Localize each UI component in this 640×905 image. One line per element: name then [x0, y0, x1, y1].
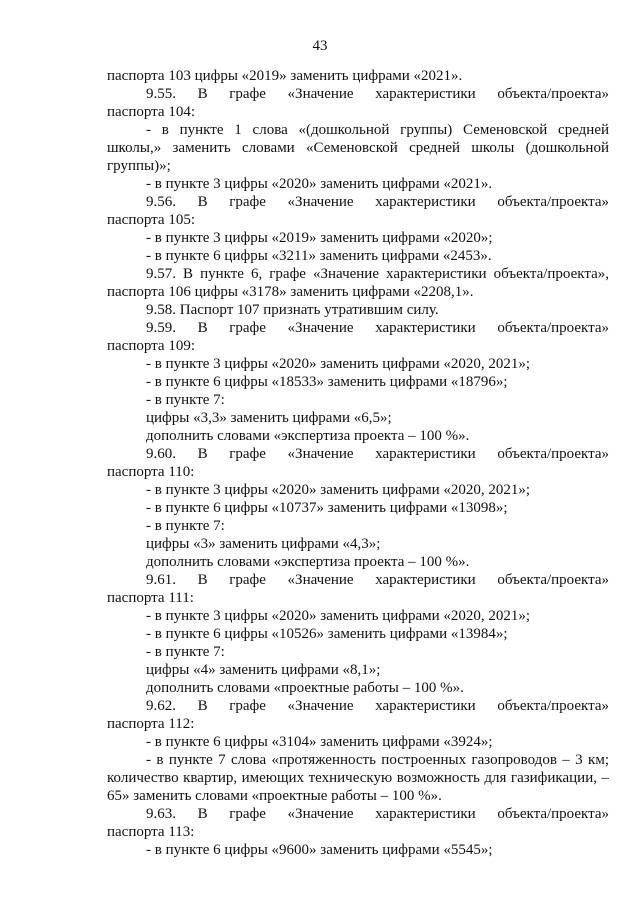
page-number: 43 — [312, 38, 328, 54]
text-line: - в пункте 6 цифры «9600» заменить цифрами «5545»; — [146, 842, 493, 858]
text-line: - в пункте 6 цифры «10526» заменить цифрами «13984»; — [146, 626, 508, 642]
text-line: 9.60. В графе «Значение характеристики объекта/проекта» — [146, 446, 609, 462]
text-line: - в пункте 3 цифры «2020» заменить цифрами «2020, 2021»; — [146, 356, 531, 372]
text-line: школы,» заменить словами «Семеновской средней школы (дошкольной — [107, 140, 609, 156]
text-line: 9.57. В пункте 6, графе «Значение характеристики объекта/проекта», — [146, 266, 609, 282]
text-line: паспорта 103 цифры «2019» заменить цифрами «2021». — [107, 68, 463, 84]
text-line: паспорта 105: — [107, 212, 195, 228]
text-line: дополнить словами «экспертиза проекта – 100 %». — [146, 554, 470, 570]
text-line: - в пункте 6 цифры «3211» заменить цифрами «2453». — [146, 248, 492, 264]
text-line: цифры «3,3» заменить цифрами «6,5»; — [146, 410, 392, 426]
text-line: группы)»; — [107, 158, 171, 174]
text-line: - в пункте 3 цифры «2020» заменить цифрами «2020, 2021»; — [146, 482, 531, 498]
text-line: паспорта 112: — [107, 716, 195, 732]
text-line: паспорта 113: — [107, 824, 195, 840]
text-line: 9.56. В графе «Значение характеристики объекта/проекта» — [146, 194, 609, 210]
document-body — [107, 67, 609, 859]
text-line: дополнить словами «экспертиза проекта – 100 %». — [146, 428, 470, 444]
text-line: 9.58. Паспорт 107 признать утратившим силу. — [146, 302, 439, 318]
text-line: - в пункте 6 цифры «10737» заменить цифрами «13098»; — [146, 500, 508, 516]
text-line: 9.61. В графе «Значение характеристики объекта/проекта» — [146, 572, 609, 588]
text-line: - в пункте 3 цифры «2020» заменить цифрами «2021». — [146, 176, 493, 192]
text-line: 9.55. В графе «Значение характеристики объекта/проекта» — [146, 86, 609, 102]
text-line: паспорта 110: — [107, 464, 195, 480]
text-line: паспорта 104: — [107, 104, 195, 120]
text-line: дополнить словами «проектные работы – 100 %». — [146, 680, 464, 696]
text-line: - в пункте 6 цифры «3104» заменить цифрами «3924»; — [146, 734, 493, 750]
text-line: паспорта 111: — [107, 590, 194, 606]
text-line: цифры «4» заменить цифрами «8,1»; — [146, 662, 381, 678]
text-line: - в пункте 7 слова «протяженность построенных газопроводов – 3 км; — [146, 752, 609, 768]
text-line: 65» заменить словами «проектные работы – 100 %». — [107, 788, 442, 804]
text-line: 9.62. В графе «Значение характеристики объекта/проекта» — [146, 698, 609, 714]
text-line: - в пункте 3 цифры «2020» заменить цифрами «2020, 2021»; — [146, 608, 531, 624]
text-line: 9.63. В графе «Значение характеристики объекта/проекта» — [146, 806, 609, 822]
text-line: паспорта 106 цифры «3178» заменить цифрами «2208,1». — [107, 284, 474, 300]
text-line: - в пункте 7: — [146, 518, 225, 534]
text-line: - в пункте 3 цифры «2019» заменить цифрами «2020»; — [146, 230, 493, 246]
text-line: 9.59. В графе «Значение характеристики объекта/проекта» — [146, 320, 609, 336]
text-line: - в пункте 6 цифры «18533» заменить цифрами «18796»; — [146, 374, 508, 390]
text-line: - в пункте 7: — [146, 392, 225, 408]
text-line: паспорта 109: — [107, 338, 195, 354]
text-line: - в пункте 7: — [146, 644, 225, 660]
text-line: - в пункте 1 слова «(дошкольной группы) Семеновской средней — [146, 122, 609, 138]
text-line: цифры «3» заменить цифрами «4,3»; — [146, 536, 381, 552]
text-line: количество квартир, имеющих техническую возможность для газификации, – — [107, 770, 609, 786]
